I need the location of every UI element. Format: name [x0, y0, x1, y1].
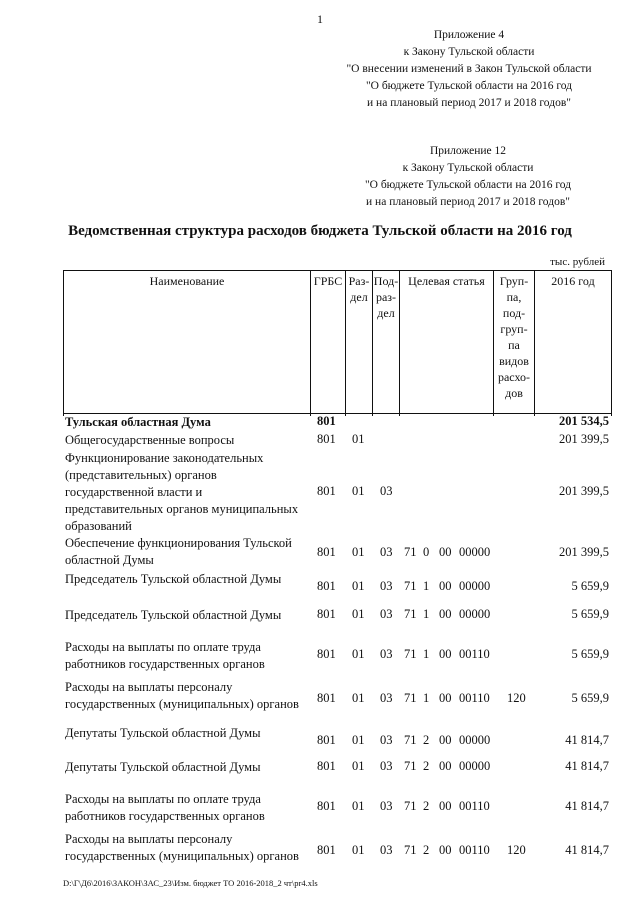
row-name — [65, 432, 315, 449]
row-podrazdel: 03 — [380, 691, 393, 705]
header-podrazdel-line: дел — [377, 306, 395, 320]
table-row — [63, 432, 611, 450]
header-podrazdel — [373, 271, 400, 417]
row-amount: 41 814,7 — [565, 759, 609, 773]
row-amount: 5 659,9 — [571, 607, 609, 621]
row-grbs: 801 — [317, 484, 336, 498]
row-grbs: 801 — [317, 799, 336, 813]
row-amount: 41 814,7 — [565, 733, 609, 747]
row-name-line: Обеспечение функционирования Тульской — [65, 536, 292, 550]
row-target-subprogram: 0 — [423, 545, 430, 559]
row-amount: 201 534,5 — [559, 414, 609, 428]
file-path-footer: D:\Г\Д6\2016\ЗАКОН\ЗАС_23\Изм. бюджет ТО 2016-2018_2 чт\pr4.xls — [63, 878, 318, 888]
row-razdel: 01 — [352, 484, 365, 498]
annex-line: к Закону Тульской области — [402, 162, 534, 174]
row-target-subprogram: 2 — [423, 733, 430, 747]
row-target-activity: 00 — [439, 759, 452, 773]
row-name-line: государственных (муниципальных) органов — [65, 697, 299, 711]
row-razdel: 01 — [352, 733, 365, 747]
header-group-line: груп- — [500, 322, 528, 336]
header-group-line: под- — [502, 306, 526, 320]
annex-line: "О бюджете Тульской области на 2016 год — [365, 80, 573, 92]
row-name-line: государственной власти и — [65, 485, 203, 499]
row-grbs: 801 — [317, 414, 336, 428]
row-grbs: 801 — [317, 647, 336, 661]
table-row — [63, 639, 611, 679]
row-podrazdel: 03 — [380, 799, 393, 813]
row-name-line: работников государственных органов — [65, 809, 265, 823]
row-target-activity: 00 — [439, 545, 452, 559]
row-target-program: 71 — [404, 759, 417, 773]
row-amount: 41 814,7 — [565, 843, 609, 857]
table-row — [63, 791, 611, 831]
row-grbs: 801 — [317, 579, 336, 593]
row-grbs: 801 — [317, 733, 336, 747]
row-podrazdel: 03 — [380, 759, 393, 773]
header-razdel — [346, 271, 373, 417]
row-target-direction: 00110 — [459, 799, 490, 813]
row-name-line: Общегосударственные вопросы — [65, 433, 235, 447]
row-target-direction: 00000 — [459, 607, 491, 621]
row-podrazdel: 03 — [380, 843, 393, 857]
row-target-direction: 00000 — [459, 545, 491, 559]
annex-line: и на плановый период 2017 и 2018 годов" — [367, 97, 571, 109]
row-target-activity: 00 — [439, 607, 452, 621]
row-target-subprogram: 2 — [423, 759, 430, 773]
page-number: 1 — [317, 12, 323, 26]
row-razdel: 01 — [352, 691, 365, 705]
row-target-activity: 00 — [439, 579, 452, 593]
annex-line: "О внесении изменений в Закон Тульской области — [346, 63, 592, 75]
row-target-program: 71 — [404, 607, 417, 621]
row-name-line: (представительных) органов — [65, 468, 217, 482]
row-name — [65, 450, 315, 535]
row-target-subprogram: 1 — [423, 691, 430, 705]
row-razdel: 01 — [352, 579, 365, 593]
row-grbs: 801 — [317, 691, 336, 705]
row-podrazdel: 03 — [380, 545, 393, 559]
row-name — [65, 759, 315, 776]
annex-line: "О бюджете Тульской области на 2016 год — [364, 179, 572, 191]
header-podrazdel-line: Под- — [373, 274, 399, 288]
row-target-program: 71 — [404, 647, 417, 661]
header-group-line: па — [508, 338, 520, 352]
header-group-line: Груп- — [499, 274, 529, 288]
header-group-line: па, — [506, 290, 522, 304]
row-name-line: Расходы на выплаты персоналу — [65, 832, 233, 846]
row-name — [65, 414, 315, 431]
row-name-line: работников государственных органов — [65, 657, 265, 671]
table-row — [63, 450, 611, 535]
row-name — [65, 679, 315, 713]
document-title: Ведомственная структура расходов бюджета Тульской области на 2016 год — [68, 223, 572, 239]
row-target-activity: 00 — [439, 799, 452, 813]
row-name — [65, 571, 315, 588]
table-row — [63, 535, 611, 571]
header-razdel-line: Раз- — [348, 274, 370, 288]
row-target-program: 71 — [404, 691, 417, 705]
row-target-subprogram: 1 — [423, 579, 430, 593]
table-row — [63, 607, 611, 639]
header-podrazdel-line: раз- — [375, 290, 397, 304]
row-grbs: 801 — [317, 607, 336, 621]
row-podrazdel: 03 — [380, 484, 393, 498]
row-name-line: Председатель Тульской областной Думы — [65, 608, 282, 622]
header-group-line: расхо- — [497, 370, 531, 384]
row-name-line: образований — [65, 519, 132, 533]
annex-line: Приложение 4 — [433, 29, 505, 41]
row-target-direction: 00110 — [459, 647, 490, 661]
row-razdel: 01 — [352, 545, 365, 559]
row-razdel: 01 — [352, 432, 365, 446]
row-target-program: 71 — [404, 579, 417, 593]
row-target-direction: 00110 — [459, 691, 490, 705]
header-grbs: ГРБС — [311, 271, 346, 417]
row-target-activity: 00 — [439, 647, 452, 661]
row-razdel: 01 — [352, 607, 365, 621]
header-name: Наименование — [64, 271, 311, 417]
row-razdel: 01 — [352, 799, 365, 813]
header-year: 2016 год — [535, 271, 612, 417]
row-expense-group: 120 — [507, 843, 526, 857]
row-target-activity: 00 — [439, 843, 452, 857]
row-name — [65, 639, 315, 673]
table-row — [63, 759, 611, 791]
row-razdel: 01 — [352, 759, 365, 773]
header-group-line: дов — [505, 386, 523, 400]
row-razdel: 01 — [352, 843, 365, 857]
row-podrazdel: 03 — [380, 733, 393, 747]
row-target-direction: 00000 — [459, 733, 491, 747]
row-target-subprogram: 2 — [423, 799, 430, 813]
table-row — [63, 414, 611, 432]
table-row — [63, 725, 611, 759]
row-name — [65, 831, 315, 865]
row-target-activity: 00 — [439, 691, 452, 705]
row-name-line: представительных органов муниципальных — [65, 502, 299, 516]
row-name — [65, 791, 315, 825]
row-podrazdel: 03 — [380, 607, 393, 621]
row-target-program: 71 — [404, 733, 417, 747]
row-amount: 5 659,9 — [571, 691, 609, 705]
row-target-direction: 00000 — [459, 759, 491, 773]
row-podrazdel: 03 — [380, 647, 393, 661]
row-name-line: государственных (муниципальных) органов — [65, 849, 299, 863]
table-row — [63, 831, 611, 871]
row-amount: 201 399,5 — [559, 484, 609, 498]
row-name-line: Функционирование законодательных — [65, 451, 264, 465]
row-name-line: Расходы на выплаты по оплате труда — [65, 792, 261, 806]
units-label: тыс. рублей — [550, 256, 605, 268]
row-name — [65, 725, 315, 742]
annex-line: и на плановый период 2017 и 2018 годов" — [366, 196, 570, 208]
row-grbs: 801 — [317, 432, 336, 446]
row-target-program: 71 — [404, 545, 417, 559]
annex-4-block — [344, 27, 594, 112]
row-name-line: Расходы на выплаты персоналу — [65, 680, 233, 694]
row-amount: 5 659,9 — [571, 647, 609, 661]
row-podrazdel: 03 — [380, 579, 393, 593]
budget-table-header — [63, 270, 612, 416]
table-row — [63, 571, 611, 607]
row-grbs: 801 — [317, 843, 336, 857]
row-target-program: 71 — [404, 843, 417, 857]
row-amount: 41 814,7 — [565, 799, 609, 813]
row-name-line: Депутаты Тульской областной Думы — [65, 760, 261, 774]
row-razdel: 01 — [352, 647, 365, 661]
annex-line: Приложение 12 — [429, 145, 507, 157]
header-razdel-line: дел — [350, 290, 368, 304]
row-target-subprogram: 2 — [423, 843, 430, 857]
row-target-direction: 00110 — [459, 843, 490, 857]
row-expense-group: 120 — [507, 691, 526, 705]
budget-rows — [63, 414, 611, 871]
row-name-line: областной Думы — [65, 553, 154, 567]
row-amount: 201 399,5 — [559, 545, 609, 559]
row-name — [65, 607, 315, 624]
header-target-article: Целевая статья — [400, 271, 494, 417]
annex-line: к Закону Тульской области — [403, 46, 535, 58]
row-name-line: Депутаты Тульской областной Думы — [65, 726, 261, 740]
table-row — [63, 679, 611, 725]
row-target-subprogram: 1 — [423, 607, 430, 621]
row-target-program: 71 — [404, 799, 417, 813]
row-target-direction: 00000 — [459, 579, 491, 593]
row-amount: 5 659,9 — [571, 579, 609, 593]
annex-12-block — [353, 143, 583, 211]
row-grbs: 801 — [317, 759, 336, 773]
row-target-activity: 00 — [439, 733, 452, 747]
header-group-line: видов — [499, 354, 529, 368]
header-expense-group — [494, 271, 535, 417]
row-amount: 201 399,5 — [559, 432, 609, 446]
row-target-subprogram: 1 — [423, 647, 430, 661]
row-grbs: 801 — [317, 545, 336, 559]
row-name — [65, 535, 315, 569]
row-name-line: Председатель Тульской областной Думы — [65, 572, 282, 586]
row-name-line: Тульская областная Дума — [65, 415, 211, 429]
row-name-line: Расходы на выплаты по оплате труда — [65, 640, 261, 654]
